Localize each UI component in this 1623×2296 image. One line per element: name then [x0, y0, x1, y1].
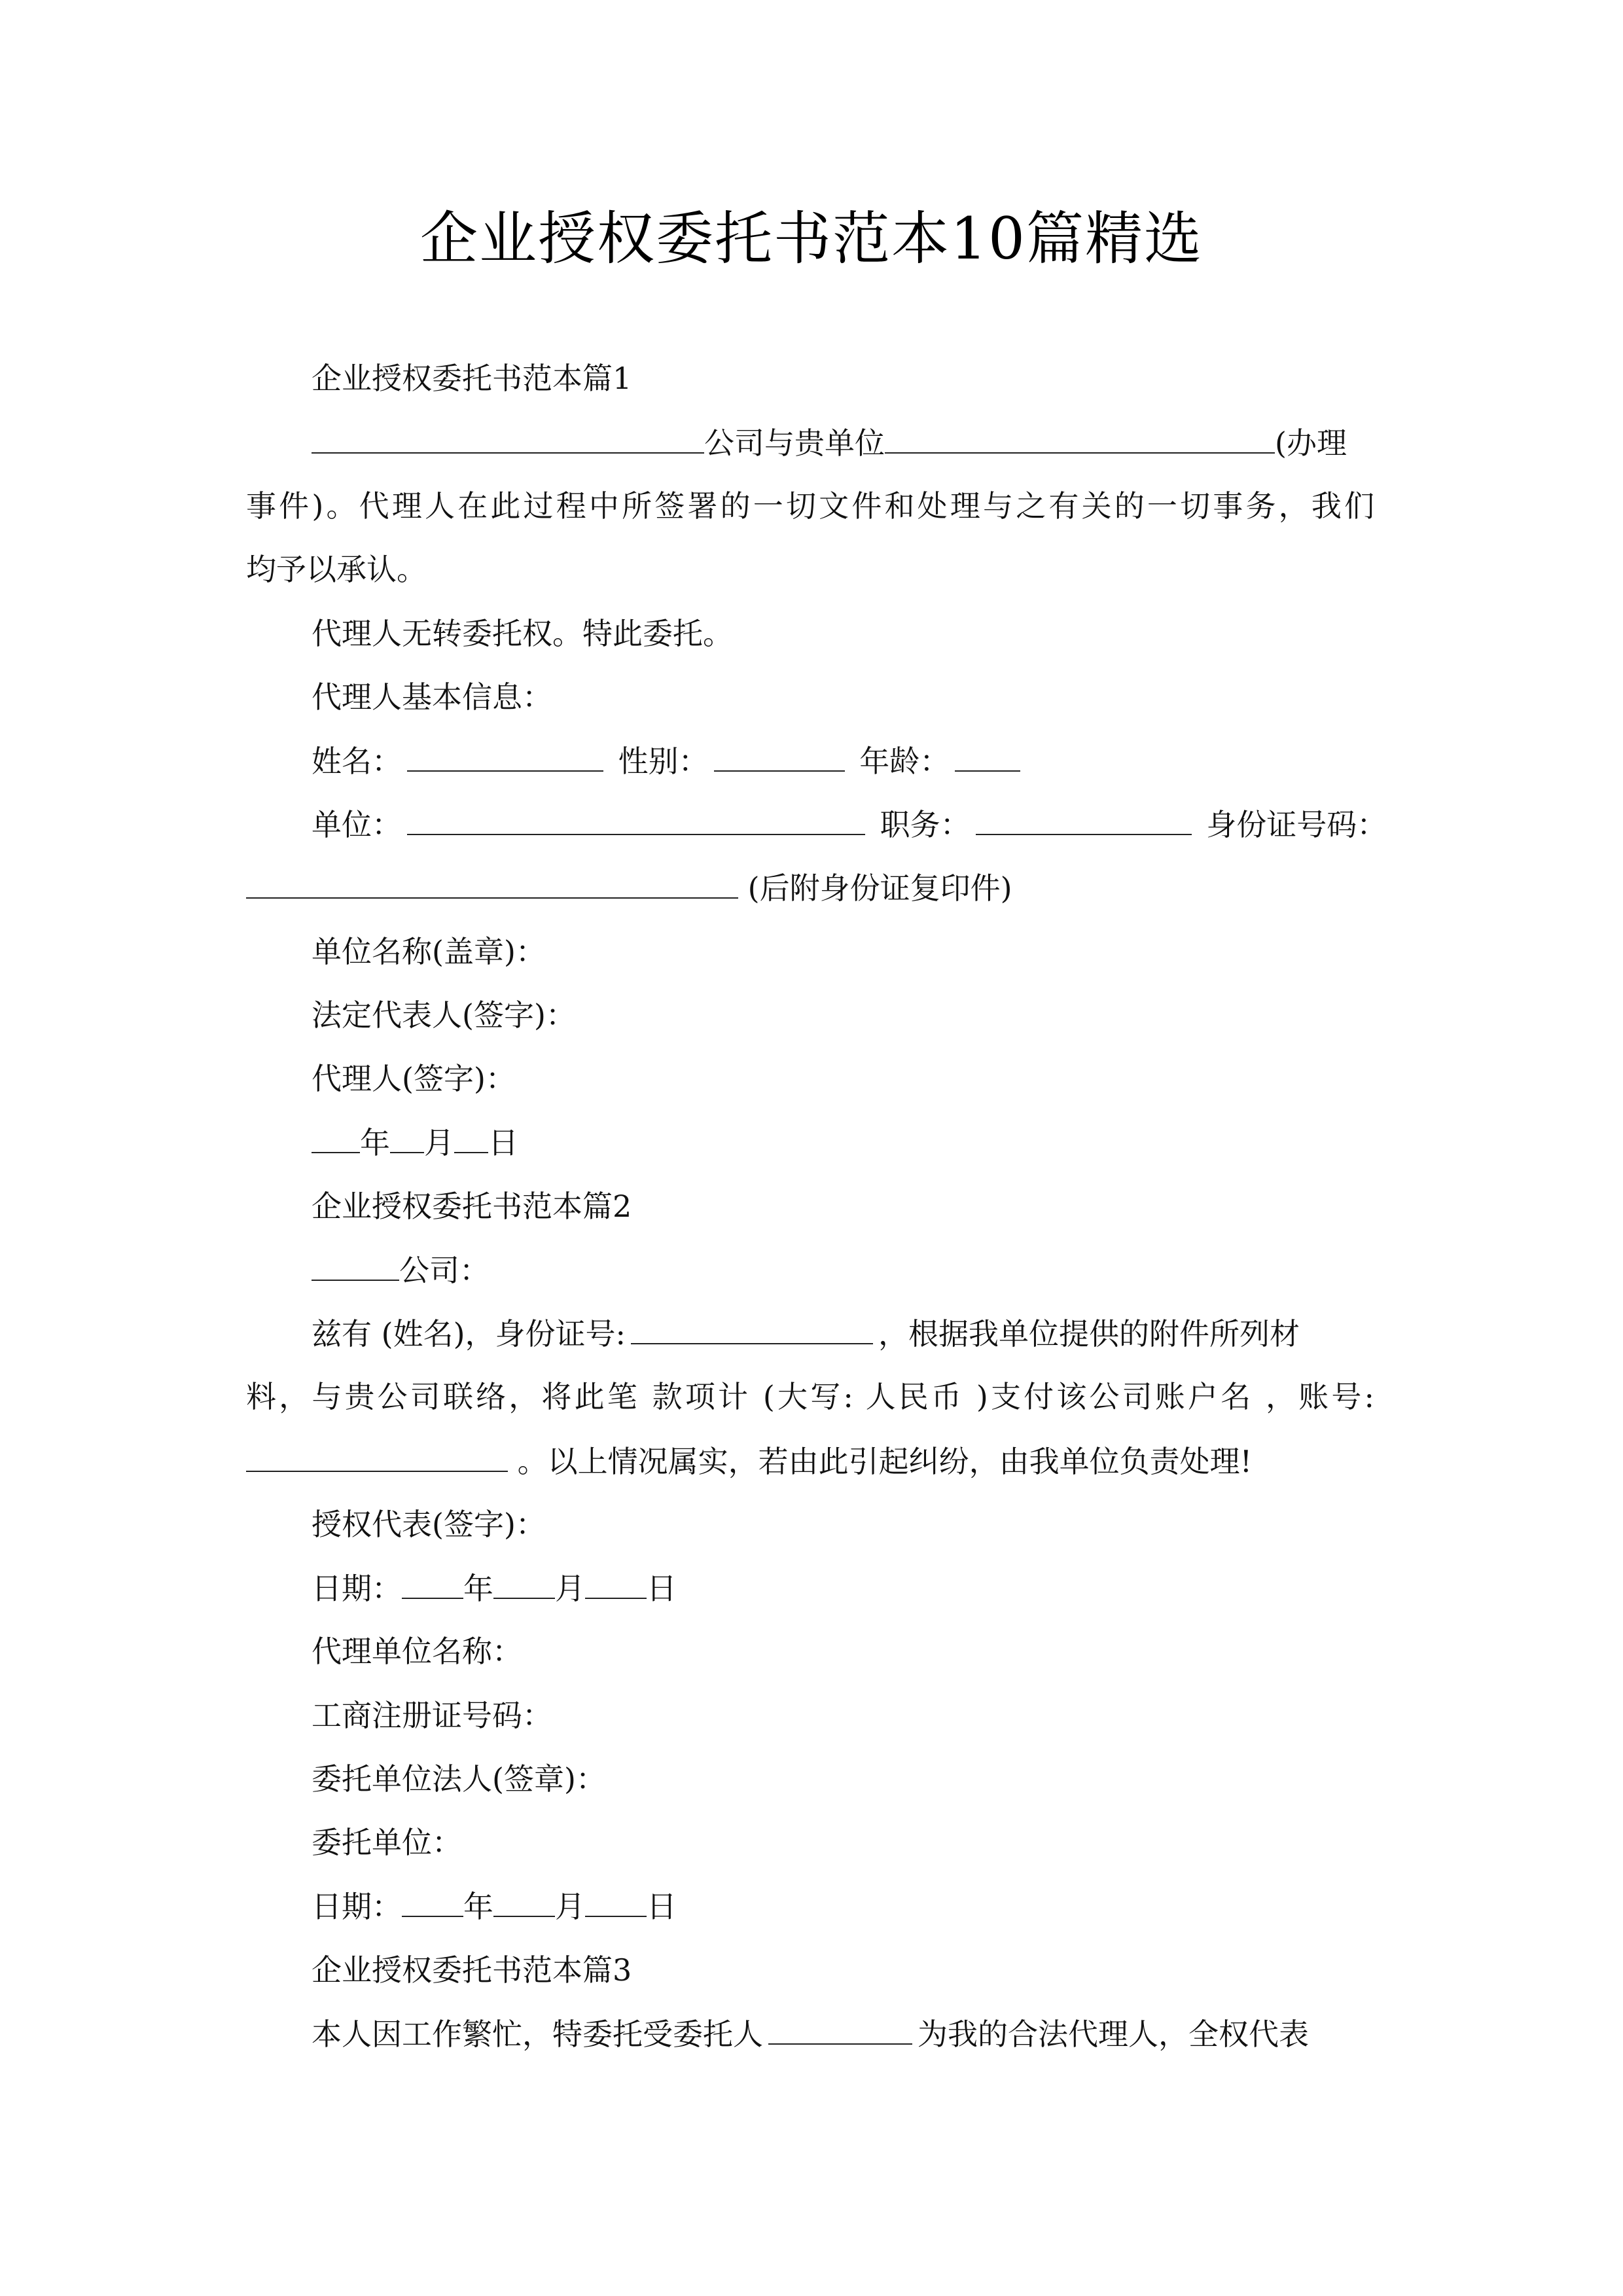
unit-blank[interactable] — [885, 420, 1275, 454]
section-1-heading: 企业授权委托书范本篇1 — [312, 361, 632, 396]
page-title: 企业授权委托书范本10篇精选 — [420, 205, 1203, 272]
unit-field-blank[interactable] — [407, 801, 865, 835]
s2-line1-b: ，根据我单位提供的附件所列材 — [878, 1316, 1300, 1352]
month-label: 月 — [424, 1125, 454, 1160]
s1-affair-open: (办理 — [1275, 425, 1347, 461]
s3-paragraph-line-1 — [312, 2011, 1374, 2057]
s2-line3-text: 。以上情况属实，若由此引起纠纷，由我单位负责处理! — [517, 1444, 1253, 1479]
id-note: (后附身份证复印件) — [747, 870, 1012, 906]
name-blank[interactable] — [407, 738, 603, 772]
s2-month2-label: 月 — [555, 1889, 585, 1924]
s3-line1-a: 本人因工作繁忙，特委托受委托人 — [312, 2017, 763, 2052]
s2-paragraph-line-1 — [312, 1310, 1374, 1357]
s2-company-text: 公司： — [399, 1253, 490, 1288]
s2-agent-unit-line: 代理单位名称： — [312, 1634, 522, 1669]
unit-label: 单位： — [312, 807, 402, 842]
day-label: 日 — [488, 1125, 518, 1160]
s2-year2-label: 年 — [463, 1889, 493, 1924]
s2-entrust-unit-line: 委托单位： — [312, 1825, 462, 1860]
s2-date-label: 日期： — [312, 1571, 402, 1606]
s2-date-line — [312, 1565, 1374, 1611]
s2-reg-no-line: 工商注册证号码： — [312, 1698, 552, 1733]
name-label: 姓名： — [312, 744, 402, 779]
position-blank[interactable] — [976, 801, 1192, 835]
s1-paragraph-line-2: 事件)。代理人在此过程中所签署的一切文件和处理与之有关的一切事务，我们 — [246, 488, 1374, 524]
s1-company-text: 公司与贵单位 — [704, 425, 885, 461]
s1-paragraph-line-3: 均予以承认。 — [246, 552, 427, 587]
gender-label: 性别： — [618, 744, 709, 779]
s2-date-line-2 — [312, 1883, 1374, 1929]
id-number-blank[interactable] — [246, 865, 738, 899]
s3-agent-blank[interactable] — [768, 2011, 912, 2045]
s2-paragraph-line-3 — [246, 1438, 1374, 1484]
s3-line1-b: 为我的合法代理人，全权代表 — [918, 2017, 1309, 2052]
s1-unit-position-id-row — [312, 801, 1387, 848]
s2-month-label: 月 — [555, 1571, 585, 1606]
s2-paragraph-line-2: 料，与贵公司联络，将此笔 款项计 (大写: 人民币 )支付该公司账户名 ，账号: — [246, 1379, 1374, 1414]
s1-agent-info-heading: 代理人基本信息： — [312, 679, 552, 715]
s2-year-label: 年 — [463, 1571, 493, 1606]
s2-year2-blank[interactable] — [402, 1883, 463, 1917]
s1-name-gender-age-row — [312, 738, 1374, 784]
s2-day-blank[interactable] — [585, 1565, 647, 1599]
age-blank[interactable] — [955, 738, 1020, 772]
s2-line1-a: 兹有 (姓名)，身份证号: — [312, 1316, 626, 1352]
s1-seal-line: 单位名称(盖章)： — [312, 934, 546, 969]
id-label: 身份证号码： — [1206, 807, 1387, 842]
s2-year-blank[interactable] — [402, 1565, 463, 1599]
s2-company-line — [312, 1247, 1374, 1293]
month-blank[interactable] — [390, 1119, 424, 1153]
s2-month2-blank[interactable] — [493, 1883, 555, 1917]
s1-agent-sign-line: 代理人(签字)： — [312, 1061, 516, 1096]
section-2-heading: 企业授权委托书范本篇2 — [312, 1189, 632, 1224]
s1-no-subdelegation: 代理人无转委托权。特此委托。 — [312, 616, 733, 651]
age-label: 年龄： — [859, 744, 950, 779]
year-blank[interactable] — [312, 1119, 360, 1153]
s2-id-blank[interactable] — [631, 1310, 873, 1344]
s2-day-label: 日 — [647, 1571, 677, 1606]
s2-account-blank[interactable] — [246, 1438, 508, 1472]
s2-legal-person-line: 委托单位法人(签章)： — [312, 1761, 606, 1797]
position-label: 职务： — [880, 807, 971, 842]
s1-legal-rep-line: 法定代表人(签字)： — [312, 997, 576, 1033]
s1-paragraph-line-1 — [312, 420, 1374, 466]
year-label: 年 — [360, 1125, 390, 1160]
s2-month-blank[interactable] — [493, 1565, 555, 1599]
s2-day2-blank[interactable] — [585, 1883, 647, 1917]
section-3-heading: 企业授权委托书范本篇3 — [312, 1952, 632, 1988]
s2-company-blank[interactable] — [312, 1247, 399, 1281]
s2-auth-rep-line: 授权代表(签字)： — [312, 1507, 546, 1542]
s1-date-line — [312, 1119, 1374, 1166]
s2-date2-label: 日期： — [312, 1889, 402, 1924]
company-blank[interactable] — [312, 420, 704, 454]
s1-id-row — [246, 865, 1374, 911]
day-blank[interactable] — [454, 1119, 488, 1153]
s2-day2-label: 日 — [647, 1889, 677, 1924]
gender-blank[interactable] — [714, 738, 845, 772]
